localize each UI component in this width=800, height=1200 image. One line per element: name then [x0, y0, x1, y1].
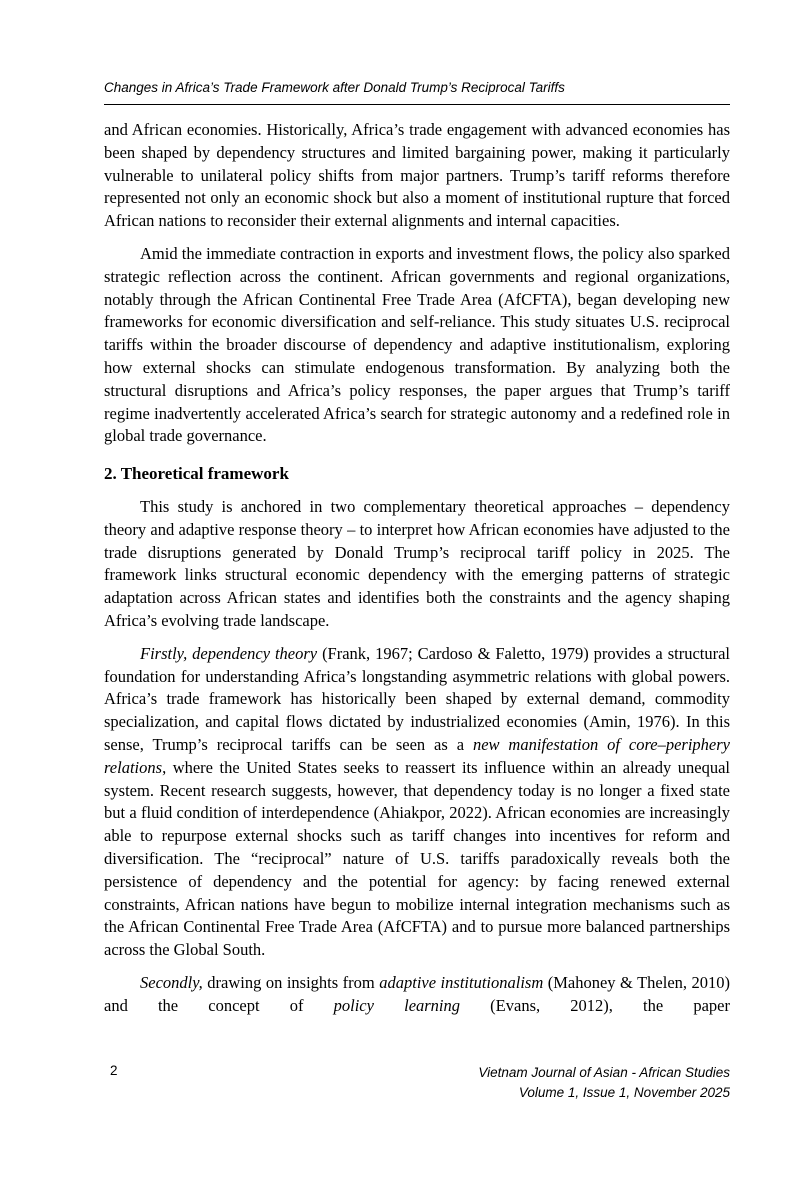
- journal-info: [478, 1063, 730, 1103]
- paragraph: [104, 119, 730, 233]
- text-run: (Mahoney & Thelen, 2010) and the concept of: [104, 972, 731, 1015]
- text-run: , where the United States seeks to reassert its influence within an already unequal system. Recent research suggests, however, that dependency today is no longer a fixed state but a fluid condition of interdependence (Ahiakpor, 2022). African economies are increasingly able to repurpose external shocks such as tariff changes into incentives for reform and diversification. The “reciprocal” nature of U.S. tariffs paradoxically reveals both the persistence of dependency and the potential for agency: by facing renewed external constraints, African nations have begun to mobilize internal integration mechanisms such as the African Continental Free Trade Area (AfCFTA) and to pursue more balanced partnerships across the Global South.: [104, 757, 730, 960]
- journal-issue: Volume 1, Issue 1, November 2025: [518, 1085, 730, 1100]
- text-run: Amid the immediate contraction in exports and investment flows, the policy also sparked strategic reflection across the continent. African governments and regional organizations, notably through the African Continental Free Trade Area (AfCFTA), began developing new frameworks for economic diversification and self-reliance. This study situates U.S. reciprocal tariffs within the broader discourse of dependency and adaptive institutionalism, exploring how external shocks can stimulate endogenous transformation. By analyzing both the structural disruptions and Africa’s policy responses, the paper argues that Trump’s tariff regime inadvertently accelerated Africa’s search for strategic autonomy and a redefined role in global trade governance.: [104, 243, 730, 446]
- italic-text-run: policy learning: [333, 995, 461, 1015]
- italic-text-run: adaptive institutionalism: [379, 972, 544, 992]
- running-header-title: Changes in Africa’s Trade Framework after Donald Trump’s Reciprocal Tariffs: [104, 80, 565, 95]
- page-number: 2: [110, 1063, 118, 1078]
- paragraph: [104, 643, 730, 962]
- text-run: (Frank, 1967; Cardoso & Faletto, 1979) provides a structural foundation for understanding Africa’s longstanding asymmetric relations with global powers. Africa’s trade framework has historically been shaped by external demand, commodity specialization, and capital flows dictated by industrialized economies (Amin, 1976). In this sense, Trump’s reciprocal tariffs can be seen as a: [104, 643, 731, 754]
- italic-text-run: Firstly, dependency theory: [140, 643, 318, 663]
- paragraph: [104, 972, 730, 1018]
- running-header: [104, 80, 730, 105]
- italic-text-run: Secondly,: [140, 972, 203, 992]
- paragraph: [104, 243, 730, 448]
- text-run: and African economies. Historically, Africa’s trade engagement with advanced economies has been shaped by dependency structures and limited bargaining power, making it particularly vulnerable to unilateral policy shifts from major partners. Trump’s tariff reforms therefore represented not only an economic shock but also a moment of institutional rupture that forced African nations to reconsider their external alignments and internal capacities.: [104, 120, 730, 231]
- italic-text-run: new manifestation of core–periphery relations: [104, 734, 730, 777]
- paragraph: [104, 496, 730, 633]
- text-run: (Evans, 2012), the paper: [460, 995, 730, 1015]
- page-footer: [104, 1063, 730, 1103]
- text-run: This study is anchored in two complementary theoretical approaches – dependency theory and adaptive response theory – to interpret how African economies have adjusted to the trade disruptions generated by Donald Trump’s reciprocal tariff policy in 2025. The framework links structural economic dependency with the emerging patterns of strategic adaptation across African states and identifies both the constraints and the agency shaping Africa’s evolving trade landscape.: [104, 496, 730, 630]
- text-run: drawing on insights from: [202, 972, 380, 992]
- document-body: [104, 119, 730, 1017]
- section-heading: 2. Theoretical framework: [104, 464, 289, 484]
- journal-title: Vietnam Journal of Asian - African Studies: [478, 1065, 730, 1080]
